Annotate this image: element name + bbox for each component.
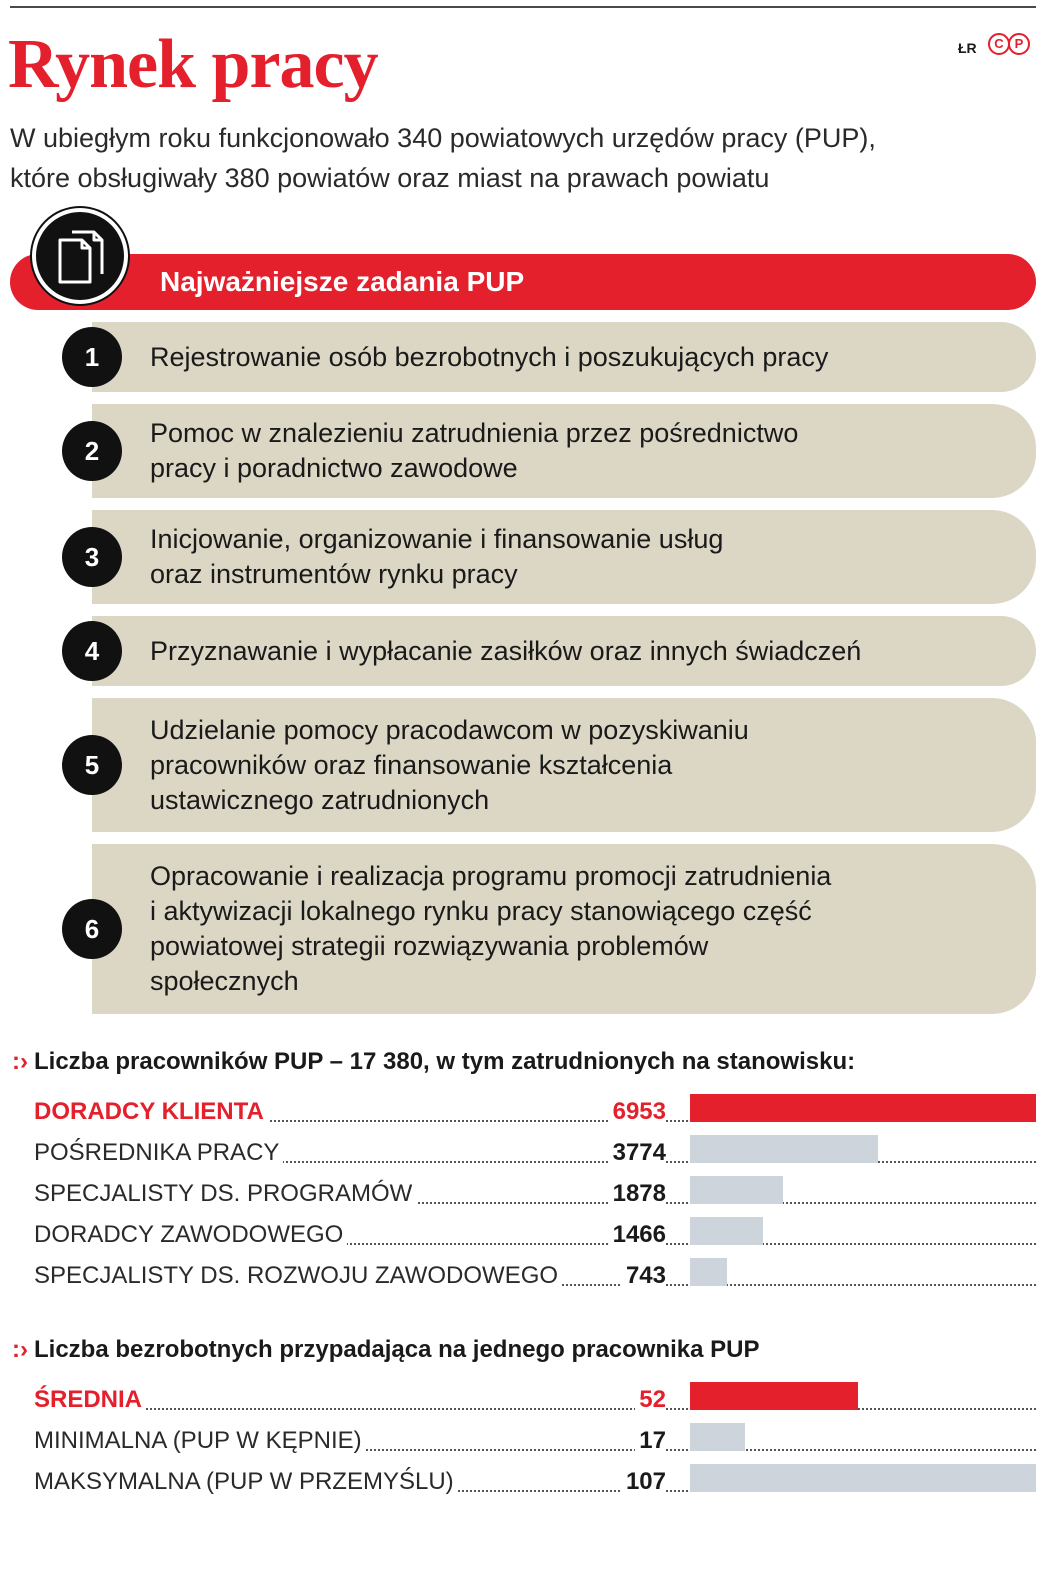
author-credit: ŁR: [958, 40, 977, 56]
chart-row: [34, 1464, 1036, 1500]
intro-text: [10, 118, 1050, 198]
top-rule: [10, 6, 1036, 8]
task-item: [92, 322, 1036, 392]
task-text: [150, 340, 828, 375]
logo-letter-c: C: [988, 33, 1010, 55]
documents-icon: [56, 230, 108, 286]
value-label: 1878: [609, 1180, 666, 1208]
task-text: [150, 634, 861, 669]
chart-row: [34, 1382, 1036, 1418]
task-line: oraz instrumentów rynku pracy: [150, 559, 518, 589]
task-line: Rejestrowanie osób bezrobotnych i poszukujących pracy: [150, 342, 829, 372]
ratio-chart-title-text: Liczba bezrobotnych przypadająca na jednego pracownika PUP: [34, 1336, 760, 1363]
category-label: SPECJALISTY DS. ROZWOJU ZAWODOWEGO: [34, 1262, 562, 1290]
page-title: Rynek pracy: [8, 26, 378, 103]
category-label: ŚREDNIA: [34, 1386, 146, 1414]
task-line: społecznych: [150, 966, 299, 996]
task-number-badge: 4: [62, 621, 122, 681]
task-number-badge: 6: [62, 899, 122, 959]
employees-chart-title-text: Liczba pracowników PUP – 17 380, w tym zatrudnionych na stanowisku:: [34, 1048, 856, 1075]
value-label: 3774: [609, 1139, 666, 1167]
chart-row: [34, 1094, 1036, 1130]
task-line: Opracowanie i realizacja programu promocji zatrudnienia: [150, 861, 832, 891]
category-label: MINIMALNA (PUP W KĘPNIE): [34, 1427, 366, 1455]
publisher-logo: [990, 33, 1030, 55]
value-label: 1466: [609, 1221, 666, 1249]
task-line: pracowników oraz finansowanie kształcenia: [150, 750, 673, 780]
bar-baseline-dots: [678, 1284, 1036, 1286]
task-item: [92, 698, 1036, 832]
task-item: [92, 510, 1036, 604]
chart-row: [34, 1135, 1036, 1171]
task-line: ustawicznego zatrudnionych: [150, 785, 490, 815]
bar: [690, 1094, 1036, 1122]
bar: [690, 1382, 858, 1410]
task-number-badge: 3: [62, 527, 122, 587]
value-label: 743: [622, 1262, 666, 1290]
category-label: DORADCY KLIENTA: [34, 1098, 268, 1126]
category-label: SPECJALISTY DS. PROGRAMÓW: [34, 1180, 416, 1208]
bullet-icon: :›: [12, 1048, 28, 1075]
documents-icon-badge: [32, 208, 128, 304]
task-text: [150, 416, 798, 486]
bar: [690, 1176, 783, 1204]
intro-line-1: W ubiegłym roku funkcjonowało 340 powiatowych urzędów pracy (PUP),: [10, 123, 876, 153]
task-line: Inicjowanie, organizowanie i finansowanie usług: [150, 524, 724, 554]
task-line: powiatowej strategii rozwiązywania problemów: [150, 931, 709, 961]
task-line: Przyznawanie i wypłacanie zasiłków oraz innych świadczeń: [150, 636, 862, 666]
bar: [690, 1464, 1036, 1492]
task-number-badge: 5: [62, 735, 122, 795]
task-text: [150, 713, 749, 818]
category-label: POŚREDNIKA PRACY: [34, 1139, 283, 1167]
intro-line-2: które obsługiwały 380 powiatów oraz miast na prawach powiatu: [10, 163, 770, 193]
task-line: Pomoc w znalezieniu zatrudnienia przez pośrednictwo: [150, 418, 799, 448]
task-text: [150, 859, 831, 999]
category-label: MAKSYMALNA (PUP W PRZEMYŚLU): [34, 1468, 458, 1496]
task-line: pracy i poradnictwo zawodowe: [150, 453, 518, 483]
value-label: 17: [635, 1427, 666, 1455]
bar: [690, 1135, 878, 1163]
tasks-heading: Najważniejsze zadania PUP: [160, 266, 525, 297]
task-text: [150, 522, 723, 592]
logo-letter-p: P: [1008, 33, 1030, 55]
task-item: [92, 616, 1036, 686]
chart-row: [34, 1423, 1036, 1459]
task-item: [92, 404, 1036, 498]
bar: [690, 1217, 763, 1245]
task-line: Udzielanie pomocy pracodawcom w pozyskiwaniu: [150, 715, 749, 745]
task-line: i aktywizacji lokalnego rynku pracy stanowiącego część: [150, 896, 812, 926]
value-label: 107: [622, 1468, 666, 1496]
task-number-badge: 2: [62, 421, 122, 481]
category-label: DORADCY ZAWODOWEGO: [34, 1221, 347, 1249]
chart-row: [34, 1176, 1036, 1212]
bar: [690, 1258, 727, 1286]
task-item: [92, 844, 1036, 1014]
bullet-icon: :›: [12, 1336, 28, 1363]
tasks-banner: [10, 254, 1036, 310]
value-label: 6953: [609, 1098, 666, 1126]
task-number-badge: 1: [62, 327, 122, 387]
ratio-chart-title: [12, 1336, 760, 1364]
chart-row: [34, 1217, 1036, 1253]
chart-row: [34, 1258, 1036, 1294]
employees-chart-title: [12, 1048, 855, 1076]
bar: [690, 1423, 745, 1451]
value-label: 52: [635, 1386, 666, 1414]
